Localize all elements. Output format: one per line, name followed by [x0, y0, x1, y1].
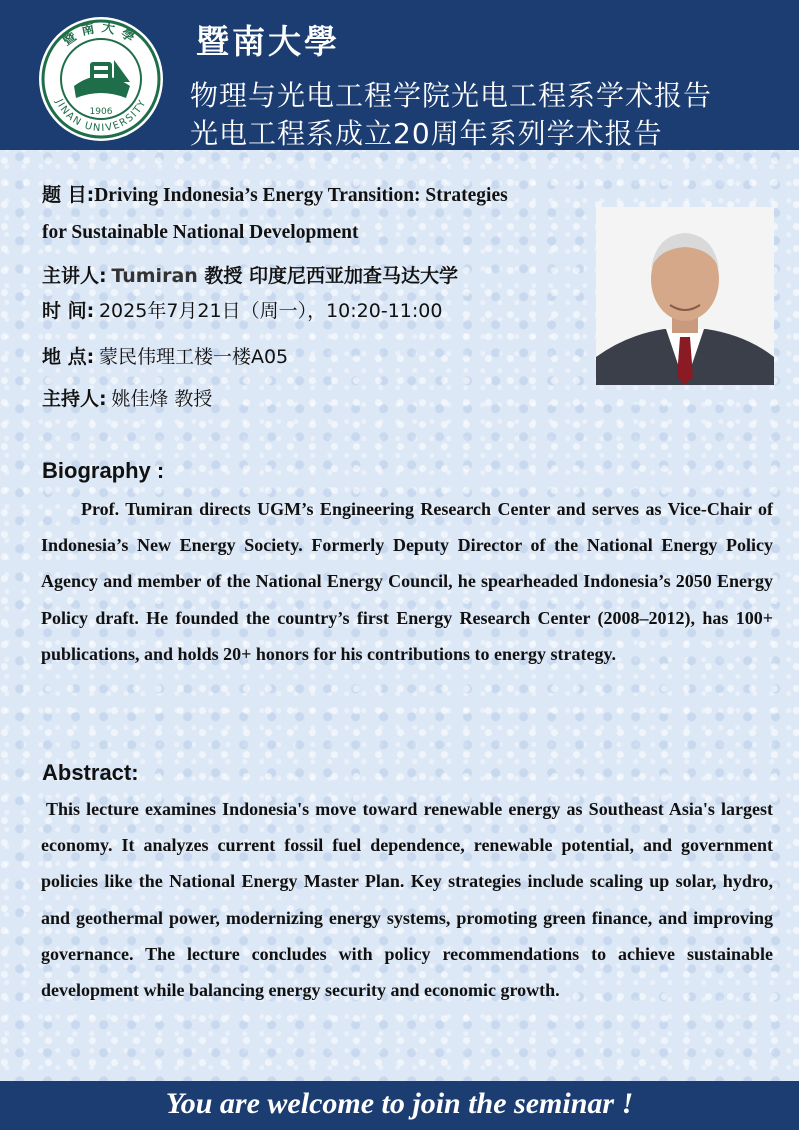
logo-english-text: JINAN UNIVERSITY — [53, 97, 149, 135]
logo-year: 1906 — [89, 107, 113, 117]
biography-heading: Biography : — [42, 458, 165, 483]
title-label: 题 目: — [42, 184, 95, 206]
abstract-heading: Abstract: — [42, 760, 139, 785]
university-logo-icon — [38, 16, 164, 142]
host-value: 姚佳烽 教授 — [111, 388, 213, 410]
footer-welcome-text: You are welcome to join the seminar ! — [165, 1087, 634, 1120]
university-name: 暨南大學 — [196, 22, 340, 61]
title-line-2: for Sustainable National Development — [42, 222, 359, 243]
place-label: 地 点: — [42, 346, 95, 368]
header-banner — [0, 0, 799, 150]
speaker-photo — [596, 207, 774, 385]
host-row — [42, 384, 212, 411]
title-line-1: Driving Indonesia’s Energy Transition: Strategies — [94, 185, 508, 206]
abstract-text: This lecture examines Indonesia's move toward renewable energy as Southeast Asia's largest economy. It analyzes current fossil fuel dependence, renewable potential, and government policies like the National Energy Master Plan. Key strategies include scaling up solar, hydro, and geothermal power, modernizing energy systems, promoting green finance, and improving governance. The lecture concludes with policy recommendations to achieve sustainable development while balancing energy security and economic growth. — [41, 799, 773, 1001]
place-value: 蒙民伟理工楼一楼A05 — [98, 346, 289, 368]
speaker-affiliation: 教授 印度尼西亚加查马达大学 — [197, 265, 459, 287]
footer-banner — [0, 1081, 799, 1130]
logo-chinese-text: 暨南大學 — [60, 20, 142, 50]
time-value: 2025年7月21日（周一），10:20-11:00 — [98, 300, 443, 322]
title-row — [42, 180, 508, 207]
title-row-2 — [42, 222, 359, 244]
place-row — [42, 342, 288, 369]
header-subtitle-2: 光电工程系成立20周年系列学术报告 — [190, 117, 663, 150]
speaker-name: Tumiran — [111, 265, 198, 287]
host-label: 主持人: — [42, 388, 107, 410]
header-subtitle-1: 物理与光电工程学院光电工程系学术报告 — [190, 79, 713, 112]
speaker-label: 主讲人: — [42, 265, 107, 287]
time-row — [42, 296, 442, 323]
biography-text: Prof. Tumiran directs UGM’s Engineering Research Center and serves as Vice-Chair of Indonesia’s New Energy Society. Formerly Deputy Director of the National Energy Policy Agency and member of the National Energy Council, he spearheaded Indonesia’s 2050 Energy Policy draft. He founded the country’s first Energy Research Center (2008–2012), has 100+ publications, and holds 20+ honors for his contributions to energy strategy. — [41, 499, 773, 664]
time-label: 时 间: — [42, 300, 95, 322]
speaker-row — [42, 261, 458, 288]
